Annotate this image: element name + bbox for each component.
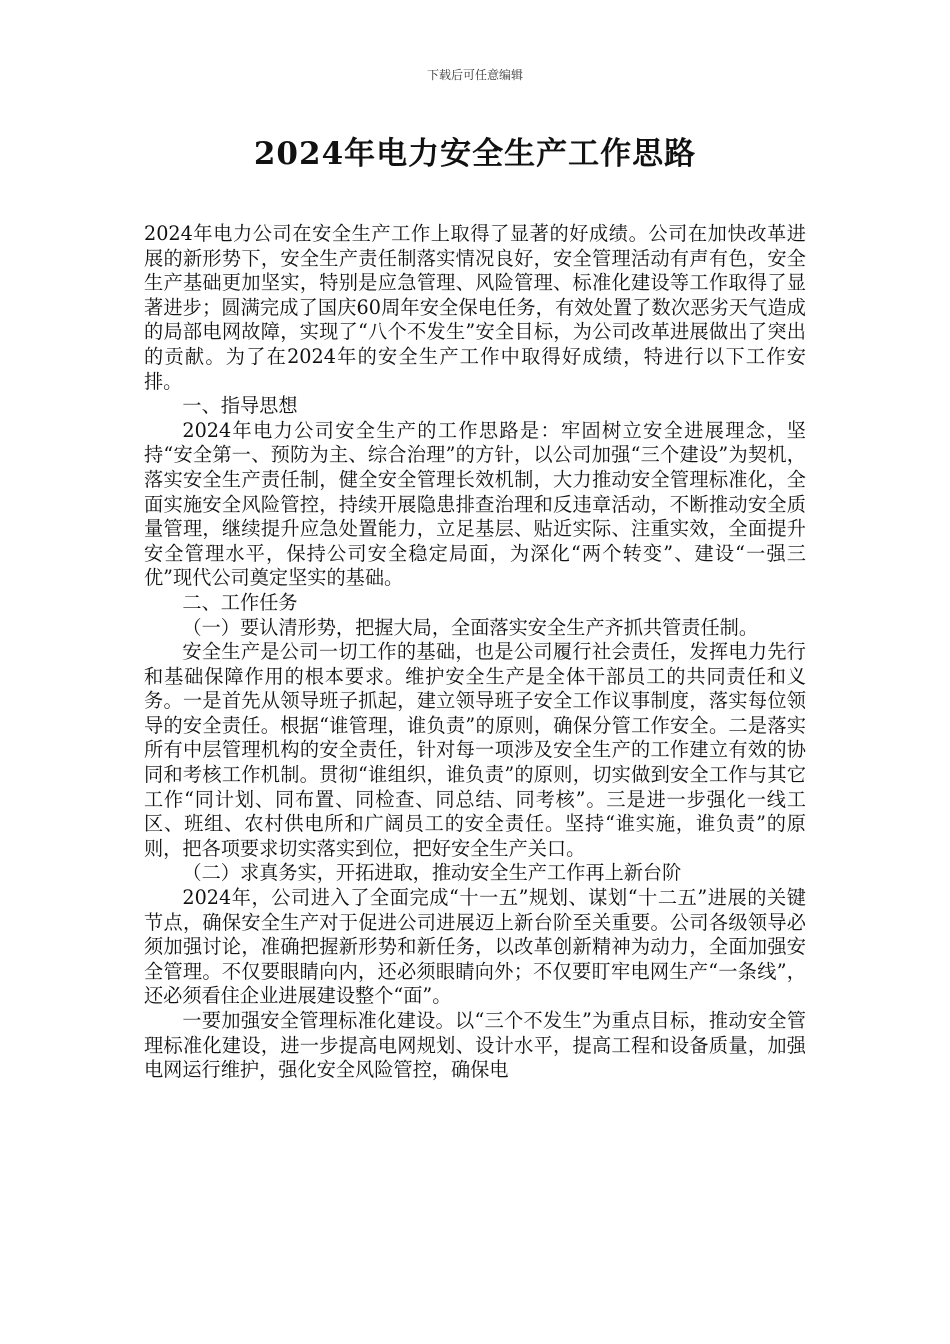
body-paragraph: 安全生产是公司一切工作的基础，也是公司履行社会责任，发挥电力先行和基础保障作用的根本要求。维护安全生产是全体干部员工的共同责任和义务。一是首先从领导班子抓起，建立领导班子安全工作议事制度，落实每位领导的安全责任。根据“谁管理，谁负责”的原则，确保分管工作安全。二是落实所有中层管理机构的安全责任，针对每一项涉及安全生产的工作建立有效的协同和考核工作机制。贯彻“谁组织，谁负责”的原则，切实做到安全工作与其它工作“同计划、同布置、同检查、同总结、同考核”。三是进一步强化一线工区、班组、农村供电所和广阔员工的安全责任。坚持“谁实施，谁负责”的原则，把各项要求切实落实到位，把好安全生产关口。 — [144, 640, 806, 860]
document-body — [144, 222, 806, 1083]
body-paragraph: 2024年电力公司安全生产的工作思路是：牢固树立安全进展理念，坚持“安全第一、预防为主、综合治理”的方针，以公司加强“三个建设”为契机，落实安全生产责任制，健全安全管理长效机制，大力推动安全管理标准化，全面实施安全风险管控，持续开展隐患排查治理和反违章活动，不断推动安全质量管理，继续提升应急处置能力，立足基层、贴近实际、注重实效，全面提升安全管理水平，保持公司安全稳定局面，为深化“两个转变”、建设“一强三优”现代公司奠定坚实的基础。 — [144, 418, 806, 590]
section-heading-work-tasks: 二、工作任务 — [182, 590, 298, 614]
subsection-heading-1: （一）要认清形势，把握大局，全面落实安全生产齐抓共管责任制。 — [182, 615, 759, 639]
document-title: 2024年电力安全生产工作思路 — [253, 136, 697, 172]
body-paragraph: 2024年，公司进入了全面完成“十一五”规划、谋划“十二五”进展的关键节点，确保安全生产对于促进公司进展迈上新台阶至关重要。公司各级领导必须加强讨论，准确把握新形势和新任务，以改革创新精神为动力，全面加强安全管理。不仅要眼睛向内，还必须眼睛向外；不仅要盯牢电网生产“一条线”，还必须看住企业进展建设整个“面”。 — [144, 886, 806, 1008]
body-paragraph: 一要加强安全管理标准化建设。以“三个不发生”为重点目标，推动安全管理标准化建设，进一步提高电网规划、设计水平，提高工程和设备质量，加强电网运行维护，强化安全风险管控，确保电 — [144, 1009, 806, 1082]
header-note: 下载后可任意编辑 — [426, 68, 523, 82]
section-heading-guiding-thought: 一、指导思想 — [182, 394, 298, 418]
subsection-heading-2: （二）求真务实，开拓进取，推动安全生产工作再上新台阶 — [182, 861, 682, 885]
intro-paragraph: 2024年电力公司在安全生产工作上取得了显著的好成绩。公司在加快改革进展的新形势下，安全生产责任制落实情况良好，安全管理活动有声有色，安全生产基础更加坚实，特别是应急管理、风险管理、标准化建设等工作取得了显著进步；圆满完成了国庆60周年安全保电任务，有效处置了数次恶劣天气造成的局部电网故障，实现了“八个不发生”安全目标，为公司改革进展做出了突出的贡献。为了在2024年的安全生产工作中取得好成绩，特进行以下工作安排。 — [144, 222, 806, 393]
